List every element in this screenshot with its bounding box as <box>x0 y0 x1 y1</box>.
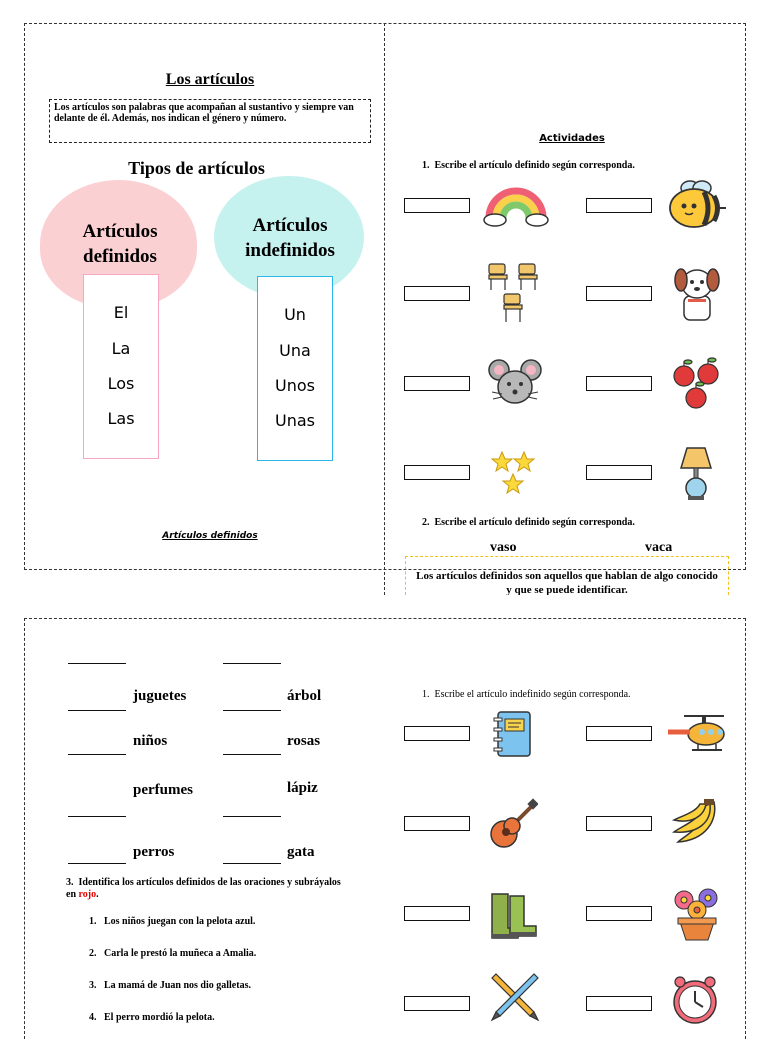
answer-blank-dog[interactable] <box>586 286 652 301</box>
clock-icon <box>670 976 720 1024</box>
word-lapiz: lápiz <box>287 780 318 796</box>
answer-blank-bananas[interactable] <box>586 816 652 831</box>
answer-blank-rainbow[interactable] <box>404 198 470 213</box>
dog-icon <box>670 264 724 324</box>
word-perfumes: perfumes <box>133 782 193 798</box>
definidos-heading: Artículos definidos <box>82 221 158 267</box>
answer-line-juguetes[interactable] <box>68 710 126 711</box>
indefinidos-list <box>257 276 333 461</box>
chairs-icon <box>486 262 544 326</box>
stars-icon <box>490 450 538 498</box>
answer-blank-apples[interactable] <box>586 376 652 391</box>
ex3-text: 3. Identifica los artículos definidos de las oraciones y subráyalos en <box>66 877 341 900</box>
exercise-2-instruction: 2. Escribe el artículo definido según corresponda. <box>422 517 635 528</box>
guitar-icon <box>488 798 538 850</box>
page-title: Los artículos <box>165 71 255 88</box>
boots-icon <box>488 890 540 942</box>
activities-heading: Actividades <box>539 133 605 144</box>
bee-icon <box>664 178 728 230</box>
answer-blank-mouse[interactable] <box>404 376 470 391</box>
definition-info-text: Los artículos definidos son aquellos que hablan de algo conocido y que se puede identificar. <box>416 570 718 595</box>
word-ninos: niños <box>133 733 168 749</box>
word-arbol: árbol <box>287 688 322 704</box>
sentence-3: 3. La mamá de Juan nos dio galletas. <box>89 980 251 991</box>
helicopter-icon <box>666 712 728 756</box>
definidos-list <box>83 274 159 459</box>
mouse-icon <box>488 356 542 408</box>
article-una: Una <box>279 341 311 360</box>
ex2-word-vaso: vaso <box>490 540 517 555</box>
article-los: Los <box>107 374 135 393</box>
definition-info-box <box>405 556 729 595</box>
ex3-suffix: . <box>96 889 99 900</box>
answer-blank-clock[interactable] <box>586 996 652 1011</box>
lamp-icon <box>679 446 713 502</box>
answer-blank-stars[interactable] <box>404 465 470 480</box>
sentence-2: 2. Carla le prestó la muñeca a Amalia. <box>89 948 257 959</box>
pencils-icon <box>490 970 540 1022</box>
answer-line-top-1[interactable] <box>68 663 126 664</box>
word-gata: gata <box>287 844 315 860</box>
answer-line-lapiz[interactable] <box>223 816 281 817</box>
word-rosas: rosas <box>287 733 321 749</box>
answer-line-perfumes[interactable] <box>68 816 126 817</box>
word-juguetes: juguetes <box>133 688 187 704</box>
article-un: Un <box>284 305 306 324</box>
page-divider <box>384 23 385 595</box>
answer-blank-flowers[interactable] <box>586 906 652 921</box>
notebook-icon <box>492 710 536 758</box>
answer-blank-guitar[interactable] <box>404 816 470 831</box>
answer-blank-pencils[interactable] <box>404 996 470 1011</box>
sentence-4: 4. El perro mordió la pelota. <box>89 1012 215 1023</box>
article-la: La <box>111 339 131 358</box>
indef-exercise-instruction: 1. Escribe el artículo indefinido según corresponda. <box>422 689 631 700</box>
answer-line-rosas[interactable] <box>223 754 281 755</box>
answer-line-arbol[interactable] <box>223 710 281 711</box>
answer-blank-lamp[interactable] <box>586 465 652 480</box>
indefinidos-heading: Artículos indefinidos <box>245 215 335 261</box>
apples-icon <box>670 356 722 410</box>
ex2-word-vaca: vaca <box>645 540 673 555</box>
answer-line-ninos[interactable] <box>68 754 126 755</box>
answer-line-top-2[interactable] <box>223 663 281 664</box>
answer-blank-bee[interactable] <box>586 198 652 213</box>
answer-line-gata[interactable] <box>223 863 281 864</box>
article-el: El <box>113 303 129 322</box>
answer-blank-boots[interactable] <box>404 906 470 921</box>
word-perros: perros <box>133 844 175 860</box>
types-heading: Tipos de artículos <box>128 158 265 178</box>
sentence-1: 1. Los niños juegan con la pelota azul. <box>89 916 256 927</box>
exercise-1-instruction: 1. Escribe el artículo definido según corresponda. <box>422 160 635 171</box>
bananas-icon <box>670 798 722 848</box>
answer-blank-chairs[interactable] <box>404 286 470 301</box>
exercise-3-instruction <box>66 877 351 901</box>
answer-blank-notebook[interactable] <box>404 726 470 741</box>
intro-box: Los artículos son palabras que acompañan al sustantivo y siempre van delante de él. Además, nos indican el género y número. <box>49 99 371 143</box>
answer-line-perros[interactable] <box>68 863 126 864</box>
answer-blank-helicopter[interactable] <box>586 726 652 741</box>
article-unas: Unas <box>275 411 315 430</box>
flowers-icon <box>670 886 724 942</box>
ex3-red-word: rojo <box>78 889 97 900</box>
footer-title: Artículos definidos <box>162 531 258 541</box>
rainbow-icon <box>483 180 549 228</box>
article-unos: Unos <box>275 376 315 395</box>
article-las: Las <box>107 409 135 428</box>
